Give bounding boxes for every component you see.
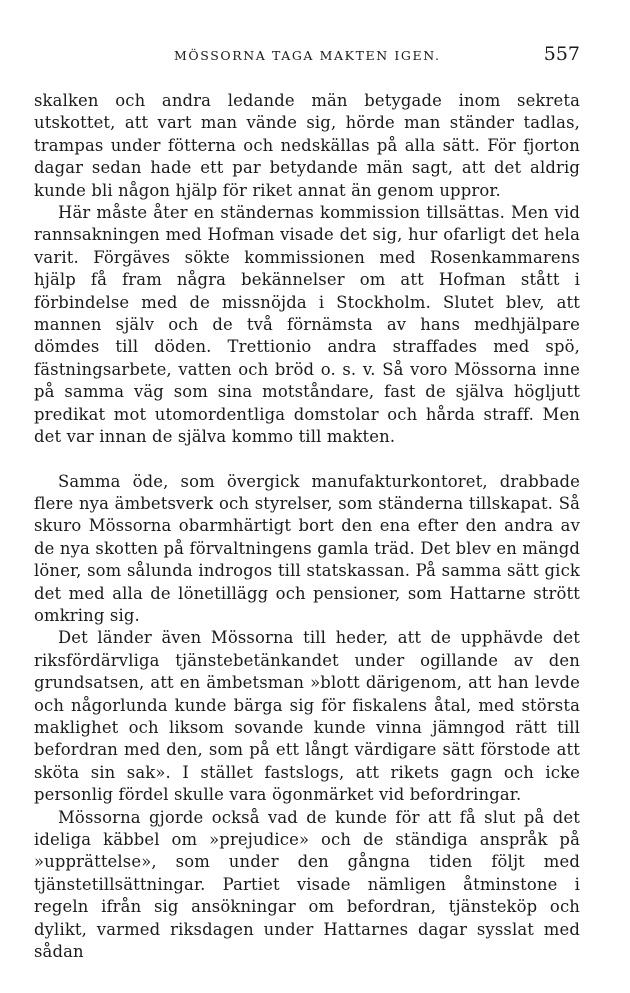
paragraph-continuation: skalken och andra ledande män betygade inom sekreta utskottet, att vart man vände sig, hörde man ständer tadlas, trampas under fötterna och nedskällas på alla sätt. För fjorton dagar sedan hade ett par betydande män sagt, att det aldrig kunde bli någon hjälp för riket annat än genom uppror. (34, 91, 580, 200)
paragraph-commission: Här måste åter en ständernas kommission tillsättas. Men vid rannsakningen med Hofman visade det sig, hur ofarligt det hela varit. Förgäves sökte kommissionen med Rosenkammarens hjälp få fram några bekännelser om att Hofman stått i förbindelse med de missnöjda i Stockholm. Slutet blev, att mannen själv och de två förnämsta av hans medhjälpare dömdes till döden. Trettionio andra straffades med spö, fästningsarbete, vatten och bröd o. s. v. Så voro Mössorna inne på samma väg som sina motståndare, fast de själva högljutt predikat mot utomordentliga domstolar och hårda straff. Men det var innan de själva kommo till makten. (34, 203, 580, 447)
paragraph-tjanstebetankandet: Det länder även Mössorna till heder, att de upphävde det riksfördärvliga tjänstebetänkandet under ogillande av den grundsatsen, att en ämbetsman »blott därigenom, att han levde och någorlunda kunde bärga sig för fiskalens åtal, med största maklighet och liksom sovande kunde vinna jämngod rätt till befordran med den, som på ett långt värdigare sätt förstode att sköta sin sak». I stället fastslogs, att rikets gagn och icke personlig fördel skulle vara ögonmärket vid befordringar. (34, 628, 580, 805)
paragraph-prejudice: Mössorna gjorde också vad de kunde för att få slut på det ideliga käbbel om »prejudice» och de ständiga anspråk på »upprättelse», som under den gångna tiden följt med tjänstetillsättningar. Partiet visade nämligen åtminstone i regeln ifrån sig ansökningar om befordran, tjänsteköp och dylikt, varmed riksdagen under Hattarnes dagar sysslat med sådan (34, 807, 580, 962)
running-title: MÖSSORNA TAGA MAKTEN IGEN. (174, 48, 441, 63)
page-number: 557 (543, 43, 580, 65)
running-header (34, 40, 580, 70)
body-text (34, 90, 580, 963)
book-page (34, 40, 580, 963)
paragraph-manufaktur: Samma öde, som övergick manufakturkontoret, drabbade flere nya ämbetsverk och styrelser, som ständerna tillskapat. Så skuro Mössorna obarmhärtigt bort den ena efter den andra av de nya skotten på förvaltningens gamla träd. Det blev en mängd löner, som sålunda indrogos till statskassan. På samma sätt gick det med alla de lönetillägg och pensioner, som Hattarne strött omkring sig. (34, 471, 580, 625)
